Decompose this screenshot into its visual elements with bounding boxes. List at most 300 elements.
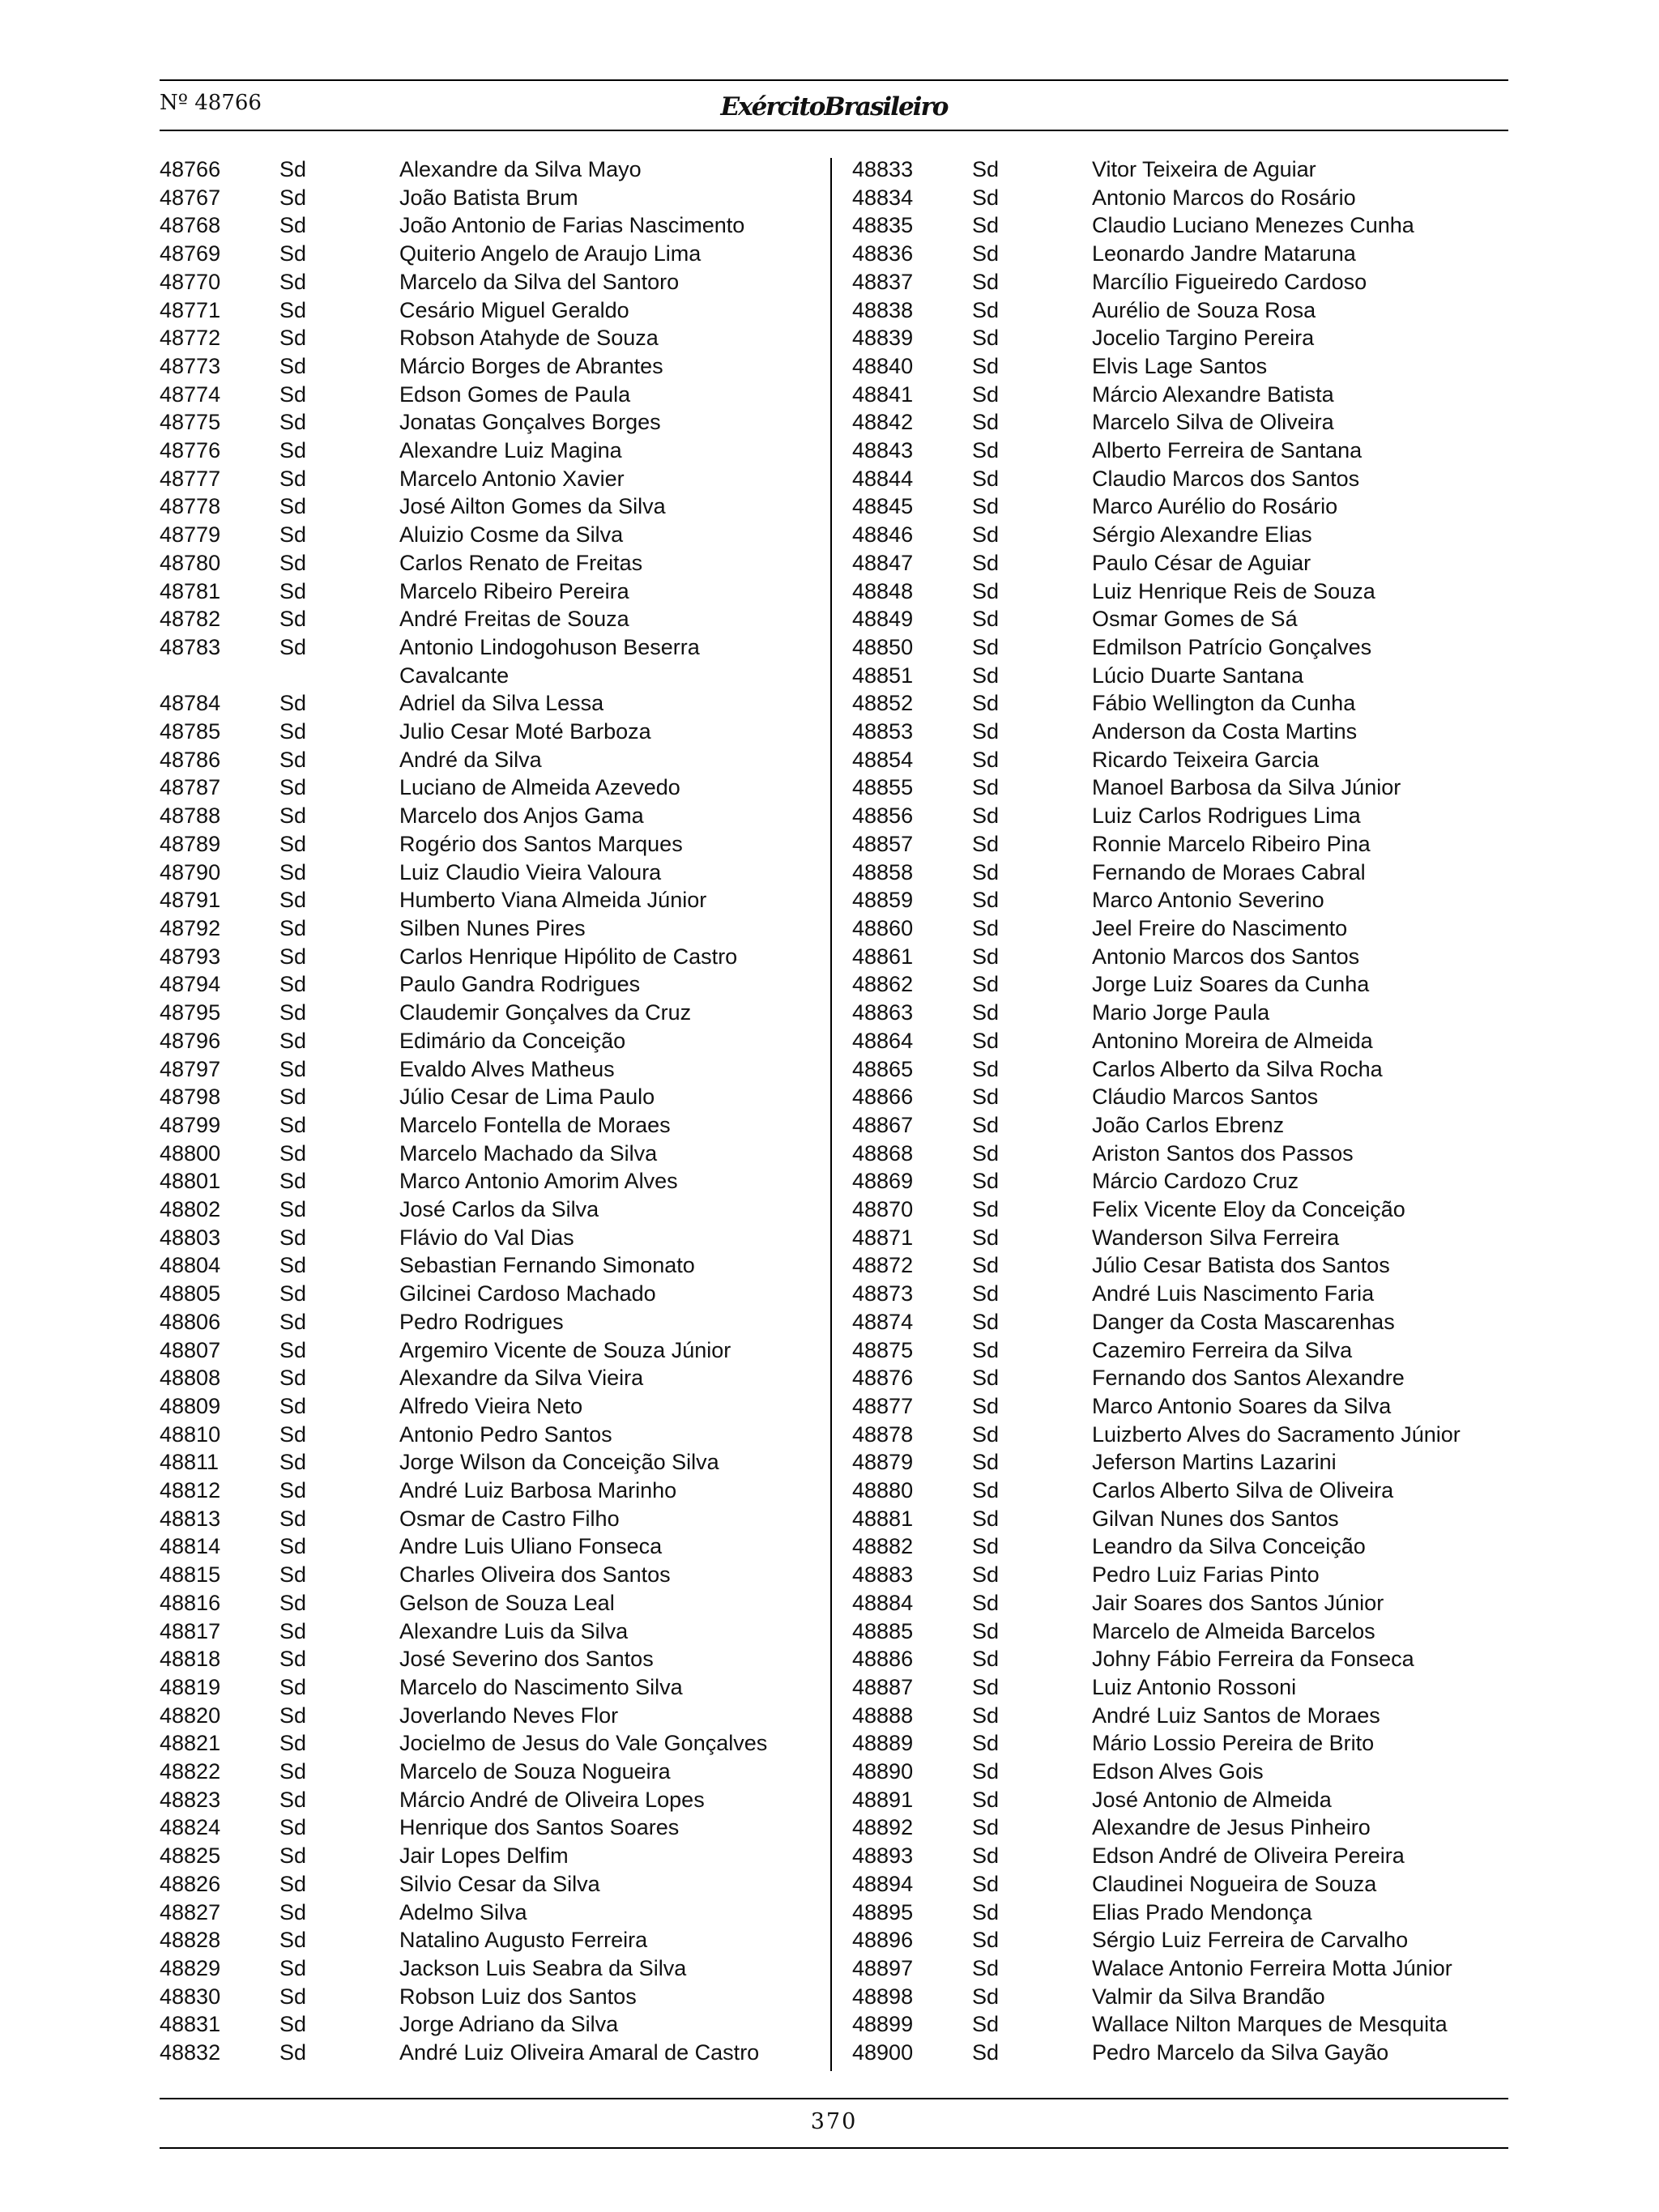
rank: Sd (279, 1956, 307, 1980)
roster-row (852, 1842, 1500, 1870)
rank: Sd (279, 1337, 307, 1362)
soldier-name: Cazemiro Ferreira da Silva (1092, 1337, 1353, 1362)
service-number: 48849 (852, 607, 914, 632)
service-number: 48821 (160, 1731, 221, 1756)
rank: Sd (279, 1984, 307, 2009)
service-number: 48808 (160, 1366, 221, 1391)
service-number: 48837 (852, 269, 914, 294)
roster-row (852, 2010, 1500, 2039)
roster-row (852, 381, 1500, 409)
roster-row (160, 1421, 808, 1449)
roster-row (160, 578, 808, 606)
roster-row (160, 324, 808, 352)
soldier-name: Jonatas Gonçalves Borges (399, 410, 661, 435)
soldier-name: Carlos Alberto Silva de Oliveira (1092, 1478, 1394, 1503)
service-number: 48867 (852, 1112, 914, 1137)
rank: Sd (279, 522, 307, 548)
rank: Sd (972, 1450, 1000, 1475)
roster-row (852, 718, 1500, 746)
rank: Sd (279, 1085, 307, 1110)
rank: Sd (972, 1140, 1000, 1166)
soldier-name: Marcelo da Silva del Santoro (399, 269, 680, 294)
roster-row (160, 2010, 808, 2039)
roster-row (852, 999, 1500, 1027)
service-number: 48812 (160, 1478, 221, 1503)
rank: Sd (972, 1787, 1000, 1812)
soldier-name: Márcio Cardozo Cruz (1092, 1169, 1299, 1194)
roster-row (160, 1983, 808, 2011)
roster-row (160, 1196, 808, 1224)
soldier-name: Antonio Pedro Santos (399, 1421, 612, 1447)
service-number: 48899 (852, 2012, 914, 2037)
roster-row (852, 156, 1500, 184)
rank: Sd (972, 663, 1000, 688)
service-number: 48809 (160, 1393, 221, 1418)
soldier-name: Fernando de Moraes Cabral (1092, 859, 1366, 884)
soldier-name: André Luiz Barbosa Marinho (399, 1478, 677, 1503)
soldier-name: Luizberto Alves do Sacramento Júnior (1092, 1421, 1461, 1447)
roster-row (852, 1673, 1500, 1702)
rank: Sd (279, 1815, 307, 1840)
rank: Sd (279, 578, 307, 603)
roster-row (160, 184, 808, 212)
service-number: 48883 (852, 1562, 914, 1588)
service-number: 48774 (160, 381, 221, 407)
soldier-name: Argemiro Vicente de Souza Júnior (399, 1337, 731, 1362)
roster-row (160, 1842, 808, 1870)
rank: Sd (279, 775, 307, 800)
service-number: 48797 (160, 1056, 221, 1081)
soldier-name: Antonino Moreira de Almeida (1092, 1028, 1373, 1053)
rank: Sd (279, 1787, 307, 1812)
service-number: 48801 (160, 1169, 221, 1194)
rank: Sd (279, 1562, 307, 1588)
rank: Sd (972, 213, 1000, 238)
service-number: 48896 (852, 1928, 914, 1953)
service-number: 48886 (852, 1647, 914, 1672)
service-number: 48814 (160, 1534, 221, 1559)
roster-column-right (852, 156, 1500, 2067)
roster-row (852, 859, 1500, 887)
service-number: 48846 (852, 522, 914, 548)
service-number: 48887 (852, 1674, 914, 1699)
roster-row (852, 970, 1500, 999)
service-number: 48854 (852, 747, 914, 772)
soldier-name: Carlos Renato de Freitas (399, 550, 643, 575)
soldier-name: Pedro Marcelo da Silva Gayão (1092, 2040, 1389, 2065)
rank: Sd (279, 2012, 307, 2037)
soldier-name: Edson Gomes de Paula (399, 381, 631, 407)
roster-row (852, 1561, 1500, 1589)
rank: Sd (972, 466, 1000, 491)
roster-row (852, 914, 1500, 943)
roster-row (160, 268, 808, 296)
soldier-name: Joverlando Neves Flor (399, 1703, 619, 1728)
rank: Sd (279, 2040, 307, 2065)
service-number: 48796 (160, 1028, 221, 1053)
rank: Sd (972, 326, 1000, 351)
soldier-name: Marco Antonio Soares da Silva (1092, 1393, 1392, 1418)
service-number: 48833 (852, 157, 914, 181)
soldier-name: Aluizio Cosme da Silva (399, 522, 624, 548)
service-number: 48898 (852, 1984, 914, 2009)
service-number: 48861 (852, 944, 914, 969)
roster-column-left (160, 156, 808, 2067)
service-number: 48839 (852, 326, 914, 351)
rank: Sd (279, 1674, 307, 1699)
roster-row (160, 156, 808, 184)
roster-row (852, 1111, 1500, 1140)
rank: Sd (279, 607, 307, 632)
service-number: 48855 (852, 775, 914, 800)
roster-row (852, 1983, 1500, 2011)
rank: Sd (972, 775, 1000, 800)
roster-row (160, 1589, 808, 1617)
rank: Sd (972, 859, 1000, 884)
soldier-name: Wanderson Silva Ferreira (1092, 1225, 1340, 1250)
rank: Sd (972, 944, 1000, 969)
soldier-name: João Carlos Ebrenz (1092, 1112, 1285, 1137)
roster-row (852, 943, 1500, 971)
rank: Sd (279, 1843, 307, 1869)
column-divider (830, 158, 832, 2071)
roster-row (160, 1561, 808, 1589)
soldier-name: Claudemir Gonçalves da Cruz (399, 1000, 692, 1025)
service-number: 48823 (160, 1787, 221, 1812)
soldier-name: Pedro Rodrigues (399, 1309, 564, 1334)
roster-row (852, 1899, 1500, 1927)
rank: Sd (279, 1197, 307, 1222)
service-number: 48890 (852, 1759, 914, 1784)
rank: Sd (279, 1899, 307, 1924)
roster-row (852, 1645, 1500, 1673)
rank: Sd (972, 1225, 1000, 1250)
service-number: 48785 (160, 719, 221, 744)
service-number: 48876 (852, 1366, 914, 1391)
soldier-name: Charles Oliveira dos Santos (399, 1562, 671, 1588)
service-number: 48789 (160, 831, 221, 856)
soldier-name: Claudinei Nogueira de Souza (1092, 1871, 1377, 1896)
roster-row (852, 2039, 1500, 2067)
soldier-name: João Antonio de Farias Nascimento (399, 213, 745, 238)
roster-row (852, 324, 1500, 352)
soldier-name: Mário Lossio Pereira de Brito (1092, 1731, 1375, 1756)
soldier-name: Claudio Luciano Menezes Cunha (1092, 213, 1414, 238)
rank: Sd (972, 550, 1000, 575)
service-number: 48772 (160, 326, 221, 351)
service-number: 48769 (160, 241, 221, 266)
soldier-name: André Freitas de Souza (399, 607, 629, 632)
roster-row (852, 1364, 1500, 1392)
service-number: 48850 (852, 634, 914, 659)
roster-row (160, 1477, 808, 1505)
soldier-name: Humberto Viana Almeida Júnior (399, 888, 707, 913)
soldier-name: Sérgio Alexandre Elias (1092, 522, 1312, 548)
roster-row (160, 211, 808, 240)
service-number: 48863 (852, 1000, 914, 1025)
rank: Sd (279, 1618, 307, 1643)
soldier-name: Luiz Antonio Rossoni (1092, 1674, 1297, 1699)
roster-row (160, 521, 808, 549)
soldier-name: Marcelo Antonio Xavier (399, 466, 625, 491)
rank: Sd (972, 1928, 1000, 1953)
roster-row (852, 1251, 1500, 1280)
service-number: 48792 (160, 915, 221, 940)
soldier-name: Luiz Henrique Reis de Souza (1092, 578, 1375, 603)
soldier-name: Cesário Miguel Geraldo (399, 297, 629, 322)
soldier-name: Henrique dos Santos Soares (399, 1815, 680, 1840)
roster-row (160, 240, 808, 268)
rank: Sd (972, 1843, 1000, 1869)
roster-row (160, 886, 808, 914)
service-number: 48783 (160, 634, 221, 659)
roster-row (160, 1224, 808, 1252)
roster-row (160, 1364, 808, 1392)
rank: Sd (972, 1309, 1000, 1334)
soldier-name: Edson Alves Gois (1092, 1759, 1264, 1784)
service-number: 48788 (160, 803, 221, 829)
service-number: 48900 (852, 2040, 914, 2065)
soldier-name: Luciano de Almeida Azevedo (399, 775, 680, 800)
roster-row (852, 802, 1500, 830)
soldier-name: Marcílio Figueiredo Cardoso (1092, 269, 1367, 294)
soldier-name: Carlos Alberto da Silva Rocha (1092, 1056, 1383, 1081)
service-number: 48847 (852, 550, 914, 575)
service-number: 48795 (160, 1000, 221, 1025)
service-number: 48770 (160, 269, 221, 294)
soldier-name: André Luiz Santos de Moraes (1092, 1703, 1380, 1728)
soldier-name: Adriel da Silva Lessa (399, 691, 604, 716)
service-number: 48781 (160, 578, 221, 603)
soldier-name: Alexandre da Silva Mayo (399, 157, 642, 181)
service-number: 48804 (160, 1253, 221, 1278)
soldier-name: Fernando dos Santos Alexandre (1092, 1366, 1405, 1391)
roster-row (160, 1167, 808, 1196)
soldier-name: Paulo César de Aguiar (1092, 550, 1311, 575)
soldier-name: José Ailton Gomes da Silva (399, 494, 666, 519)
service-number: 48767 (160, 185, 221, 210)
roster-row (160, 1729, 808, 1758)
soldier-name: Marcelo Machado da Silva (399, 1140, 658, 1166)
roster-row (160, 1702, 808, 1730)
service-number: 48780 (160, 550, 221, 575)
soldier-name: Gelson de Souza Leal (399, 1590, 615, 1615)
rank: Sd (279, 213, 307, 238)
document-title: ExércitoBrasileiro (720, 92, 948, 121)
roster-row (852, 1786, 1500, 1814)
rank: Sd (972, 1028, 1000, 1053)
soldier-name: Alexandre da Silva Vieira (399, 1366, 644, 1391)
service-number: 48834 (852, 185, 914, 210)
roster-row (852, 1813, 1500, 1842)
soldier-name: Leandro da Silva Conceição (1092, 1534, 1366, 1559)
service-number: 48895 (852, 1899, 914, 1924)
rank: Sd (972, 1703, 1000, 1728)
soldier-name: Antonio Marcos dos Santos (1092, 944, 1360, 969)
soldier-name: Márcio André de Oliveira Lopes (399, 1787, 705, 1812)
soldier-name: Edimário da Conceição (399, 1028, 626, 1053)
soldier-name: Carlos Henrique Hipólito de Castro (399, 944, 738, 969)
soldier-name: Natalino Augusto Ferreira (399, 1928, 648, 1953)
service-number: 48810 (160, 1421, 221, 1447)
rank: Sd (972, 157, 1000, 181)
rank: Sd (972, 1281, 1000, 1306)
soldier-name: Fábio Wellington da Cunha (1092, 691, 1356, 716)
soldier-name: Aurélio de Souza Rosa (1092, 297, 1316, 322)
roster-row (852, 633, 1500, 662)
roster-row (160, 1140, 808, 1168)
roster-row (852, 1448, 1500, 1477)
soldier-name: Júlio Cesar Batista dos Santos (1092, 1253, 1390, 1278)
roster-row (852, 662, 1500, 690)
rank: Sd (279, 831, 307, 856)
service-number: 48766 (160, 157, 221, 181)
soldier-name: Julio Cesar Moté Barboza (399, 719, 651, 744)
rank: Sd (972, 381, 1000, 407)
service-number: 48806 (160, 1309, 221, 1334)
soldier-name: Silvio Cesar da Silva (399, 1871, 600, 1896)
service-number: 48790 (160, 859, 221, 884)
soldier-name: Jackson Luis Seabra da Silva (399, 1956, 687, 1980)
service-number: 48836 (852, 241, 914, 266)
roster-row (852, 1702, 1500, 1730)
rank: Sd (279, 634, 307, 659)
page-footer (160, 2098, 1508, 2149)
rank: Sd (279, 438, 307, 463)
soldier-name: Alberto Ferreira de Santana (1092, 438, 1363, 463)
service-number: 48800 (160, 1140, 221, 1166)
roster-row (160, 492, 808, 521)
soldier-name: Antonio Marcos do Rosário (1092, 185, 1356, 210)
roster-row (852, 549, 1500, 578)
rank: Sd (279, 241, 307, 266)
rank: Sd (972, 1337, 1000, 1362)
roster-row (160, 1645, 808, 1673)
service-number: 48773 (160, 353, 221, 378)
service-number: 48799 (160, 1112, 221, 1137)
rank: Sd (279, 1366, 307, 1391)
service-number: 48860 (852, 915, 914, 940)
roster-row (852, 746, 1500, 774)
rank: Sd (972, 1618, 1000, 1643)
roster-row (852, 830, 1500, 859)
soldier-name: Alexandre Luiz Magina (399, 438, 622, 463)
rank: Sd (972, 269, 1000, 294)
rank: Sd (972, 1674, 1000, 1699)
soldier-name: Alexandre Luis da Silva (399, 1618, 629, 1643)
service-number: 48841 (852, 381, 914, 407)
rank: Sd (279, 944, 307, 969)
service-number (160, 662, 279, 690)
rank: Sd (279, 915, 307, 940)
rank: Sd (279, 691, 307, 716)
rank: Sd (279, 1140, 307, 1166)
roster-row (852, 296, 1500, 325)
rank: Sd (972, 1421, 1000, 1447)
roster-row (160, 970, 808, 999)
service-number: 48784 (160, 691, 221, 716)
service-number: 48880 (852, 1478, 914, 1503)
rank: Sd (279, 1253, 307, 1278)
soldier-name: André Luiz Oliveira Amaral de Castro (399, 2040, 760, 2065)
rank: Sd (279, 1759, 307, 1784)
service-number: 48771 (160, 297, 221, 322)
soldier-name: Andre Luis Uliano Fonseca (399, 1534, 663, 1559)
soldier-name: Flávio do Val Dias (399, 1225, 574, 1250)
rank: Sd (279, 269, 307, 294)
roster-row (160, 633, 808, 662)
soldier-name: Jair Soares dos Santos Júnior (1092, 1590, 1384, 1615)
rank: Sd (279, 1000, 307, 1025)
service-number: 48838 (852, 297, 914, 322)
service-number: 48820 (160, 1703, 221, 1728)
soldier-name: Valmir da Silva Brandão (1092, 1984, 1325, 2009)
service-number: 48897 (852, 1956, 914, 1980)
soldier-name: Marcelo Fontella de Moraes (399, 1112, 671, 1137)
service-number: 48859 (852, 888, 914, 913)
rank: Sd (972, 1000, 1000, 1025)
roster-row (160, 1448, 808, 1477)
roster-row (852, 240, 1500, 268)
soldier-name: Felix Vicente Eloy da Conceição (1092, 1197, 1405, 1222)
soldier-name: Rogério dos Santos Marques (399, 831, 683, 856)
rank: Sd (972, 1899, 1000, 1924)
soldier-name: Osmar de Castro Filho (399, 1506, 620, 1531)
soldier-name: Gilvan Nunes dos Santos (1092, 1506, 1339, 1531)
soldier-name: André Luis Nascimento Faria (1092, 1281, 1375, 1306)
roster-row (852, 1617, 1500, 1646)
roster-row (852, 521, 1500, 549)
roster-row (160, 1786, 808, 1814)
soldier-name: Marco Antonio Severino (1092, 888, 1324, 913)
service-number: 48852 (852, 691, 914, 716)
service-number: 48869 (852, 1169, 914, 1194)
soldier-name: Paulo Gandra Rodrigues (399, 972, 641, 997)
soldier-name: André da Silva (399, 747, 542, 772)
service-number: 48782 (160, 607, 221, 632)
roster-row (852, 1167, 1500, 1196)
service-number: 48844 (852, 466, 914, 491)
soldier-name: Claudio Marcos dos Santos (1092, 466, 1360, 491)
rank: Sd (279, 803, 307, 829)
soldier-name: Alexandre de Jesus Pinheiro (1092, 1815, 1371, 1840)
roster-row (852, 1392, 1500, 1421)
soldier-name: Marcelo Ribeiro Pereira (399, 578, 629, 603)
soldier-name: Jeel Freire do Nascimento (1092, 915, 1348, 940)
rank: Sd (279, 1112, 307, 1137)
rank: Sd (972, 1871, 1000, 1896)
service-number: 48811 (160, 1450, 220, 1475)
soldier-name: Marcelo dos Anjos Gama (399, 803, 644, 829)
rank: Sd (972, 1731, 1000, 1756)
soldier-name: Evaldo Alves Matheus (399, 1056, 615, 1081)
soldier-name: Jorge Wilson da Conceição Silva (399, 1450, 719, 1475)
service-number: 48888 (852, 1703, 914, 1728)
soldier-name: Antonio Lindogohuson Beserra (399, 634, 700, 659)
soldier-name: Marco Aurélio do Rosário (1092, 494, 1338, 519)
soldier-name: Walace Antonio Ferreira Motta Júnior (1092, 1956, 1452, 1980)
service-number: 48832 (160, 2040, 221, 2065)
rank: Sd (279, 185, 307, 210)
soldier-name: Wallace Nilton Marques de Mesquita (1092, 2012, 1448, 2037)
rank: Sd (972, 578, 1000, 603)
rank: Sd (279, 719, 307, 744)
roster-row (160, 802, 808, 830)
service-number: 48865 (852, 1056, 914, 1081)
roster-row (852, 437, 1500, 465)
soldier-name: Luiz Carlos Rodrigues Lima (1092, 803, 1361, 829)
soldier-name: Sebastian Fernando Simonato (399, 1253, 695, 1278)
